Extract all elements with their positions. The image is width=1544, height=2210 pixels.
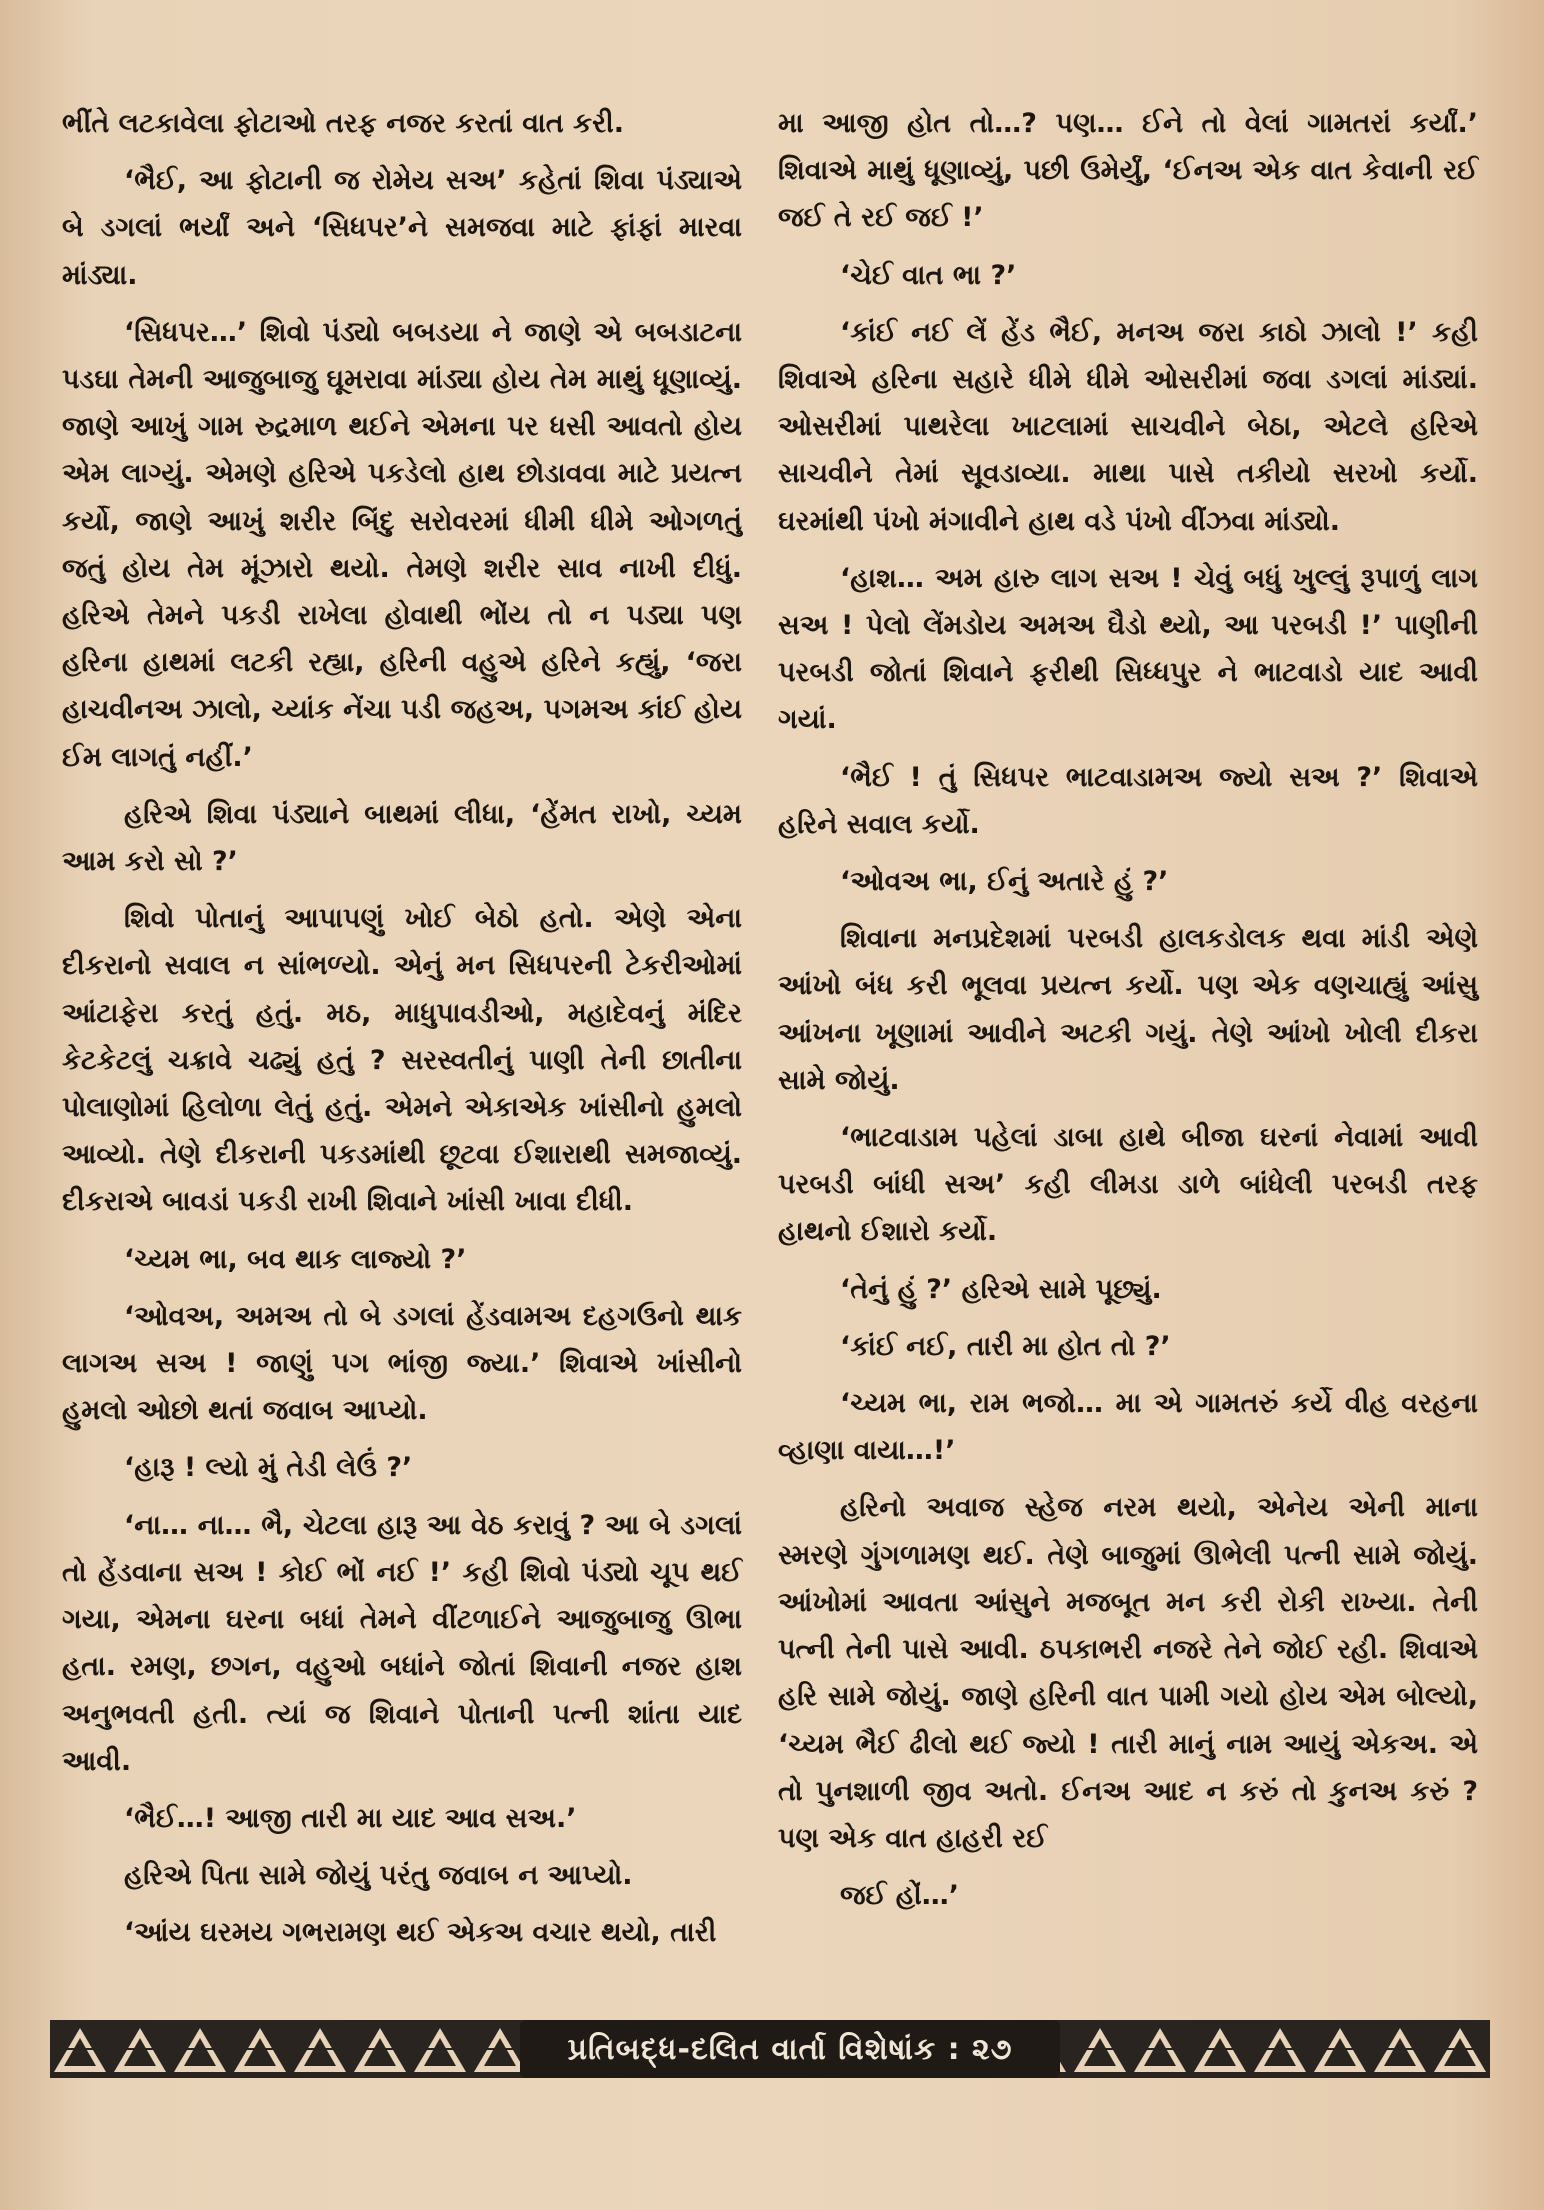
paragraph: ‘ભૈઈ, આ ફોટાની જ રોમેય સઅ’ કહેતાં શિવા પંડ્યાએ બે ડગલાં ભર્યાં અને ‘સિધપર’ને સમજવા માટે ફાંફાં મારવા માંડ્યા. — [62, 165, 742, 291]
paragraph: હરિનો અવાજ સ્હેજ નરમ થયો, એનેય એની માના સ્મરણે ગુંગળામણ થઈ. તેણે બાજુમાં ઊભેલી પત્ની સામે જોયું. આંખોમાં આવતા આંસુને મજબૂત મન કરી રોકી રાખ્યા. તેની પત્ની તેની પાસે આવી. ઠપકાભરી નજરે તેને જોઈ રહી. શિવાએ હરિ સામે જોયું. જાણે હરિની વાત પામી ગયો હોય એમ બોલ્યો, ‘ચ્યમ ભૈઈ ઢીલો થઈ જ્યો ! તારી માનું નામ આયું એકઅ. એ તો પુનશાળી જીવ અતો. ઈનઅ આદ ન કરું તો કુનઅ કરું ? પણ એક વાત હાહરી રઈ — [778, 1492, 1478, 1854]
paragraph: હરિએ શિવા પંડ્યાને બાથમાં લીધા, ‘હેંમત રાખો, ચ્યમ આમ કરો સો ?’ — [62, 798, 742, 878]
paragraph: ‘ઓવઅ ભા, ઈનું અતારે હું ?’ — [840, 866, 1169, 898]
right-text-column — [778, 100, 1478, 1929]
paragraph: ‘ભાટવાડામ પહેલાં ડાબા હાથે બીજા ઘરનાં નેવામાં આવી પરબડી બાંધી સઅ’ કહી લીમડા ડાળે બાંધેલી પરબડી તરફ હાથનો ઈશારો કર્યો. — [778, 1122, 1478, 1248]
paragraph: ભીંતે લટકાવેલા ફોટાઓ તરફ નજર કરતાં વાત કરી. — [62, 108, 625, 139]
left-text-column — [62, 100, 742, 1967]
paragraph: ‘ભૈઈ…! આજી તારી મા યાદ આવ સઅ.’ — [124, 1802, 577, 1834]
paragraph: ‘ના… ના… ભૈ, ચેટલા હારૂ આ વેઠ કરાવું ? આ બે ડગલાં તો હેંડવાના સઅ ! કોઈ ભોં નઈ !’ કહી શિવો પંડ્યો ચૂપ થઈ ગયા, એમના ઘરના બધાં તેમને વીંટળાઈને આજુબાજુ ઊભા હતા. રમણ, છગન, વહુઓ બધાંને જોતાં શિવાની નજર હાશ અનુભવતી હતી. ત્યાં જ શિવાને પોતાની પત્ની શાંતા યાદ આવી. — [62, 1509, 742, 1777]
paragraph: મા આજી હોત તો…? પણ… ઈને તો વેલાં ગામતરાં કર્યાં.’ શિવાએ માથું ધૂણાવ્યું, પછી ઉમેર્યું, ‘ઈનઅ એક વાત કેવાની રઈ જઈ તે રઈ જઈ !’ — [778, 108, 1478, 234]
paragraph: ‘કાંઈ નઈ લેં હેંડ ભૈઈ, મનઅ જરા કાઠો ઝાલો !’ કહી શિવાએ હરિના સહારે ધીમે ધીમે ઓસરીમાં જવા ડગલાં માંડ્યાં. ઓસરીમાં પાથરેલા ખાટલામાં સાચવીને બેઠા, એટલે હરિએ સાચવીને તેમાં સૂવડાવ્યા. માથા પાસે તકીયો સરખો કર્યો. ઘરમાંથી પંખો મંગાવીને હાથ વડે પંખો વીંઝવા માંડ્યો. — [778, 316, 1478, 537]
paragraph: ‘આંય ઘરમય ગભરામણ થઈ એકઅ વચાર થયો, તારી — [124, 1917, 717, 1949]
paragraph: ‘ભૈઈ ! તું સિધપર ભાટવાડામઅ જ્યો સઅ ?’ શિવાએ હરિને સવાલ કર્યો. — [778, 761, 1478, 840]
footer-banner — [50, 2020, 1490, 2078]
paragraph: શિવાના મનપ્રદેશમાં પરબડી હાલકડોલક થવા માંડી એણે આંખો બંધ કરી ભૂલવા પ્રયત્ન કર્યો. પણ એક વણચાહ્યું આંસુ આંખના ખૂણામાં આવીને અટકી ગયું. તેણે આંખો ખોલી દીકરા સામે જોયું. — [778, 923, 1478, 1096]
issue-title-page-number: પ્રતિબદ્ધ-દલિત વાર્તા વિશેષાંક : ૨૭ — [520, 2020, 1060, 2078]
paragraph: જઈ હોં…’ — [840, 1880, 959, 1912]
paragraph: ‘ચેઈ વાત ભા ?’ — [840, 259, 1017, 291]
paragraph: ‘ઓવઅ, અમઅ તો બે ડગલાં હેંડવામઅ દહગઉનો થાક લાગઅ સઅ ! જાણું પગ ભાંજી જ્યા.’ શિવાએ ખાંસીનો હુમલો ઓછો થતાં જવાબ આપ્યો. — [62, 1300, 742, 1427]
paragraph: ‘ચ્યમ ભા, બવ થાક લાજ્યો ?’ — [124, 1243, 467, 1275]
paragraph: ‘ચ્યમ ભા, રામ ભજો… મા એ ગામતરું કર્યે વીહ વરહના વ્હાણા વાયા…!’ — [778, 1388, 1478, 1467]
paragraph: હરિએ પિતા સામે જોયું પરંતુ જવાબ ન આપ્યો. — [124, 1860, 633, 1892]
paragraph: ‘હારૂ ! લ્યો મું તેડી લેઉં ?’ — [124, 1452, 413, 1484]
paragraph: શિવો પોતાનું આપાપણું ખોઈ બેઠો હતો. એણે એના દીકરાનો સવાલ ન સાંભળ્યો. એનું મન સિધપરની ટેકરીઓમાં આંટાફેરા કરતું હતું. મઠ, માધુપાવડીઓ, મહાદેવનું મંદિર કેટકેટલું ચક્રાવે ચઢ્યું હતું ? સરસ્વતીનું પાણી તેની છાતીના પોલાણોમાં હિલોળા લેતું હતું. એમને એકાએક ખાંસીનો હુમલો આવ્યો. તેણે દીકરાની પકડમાંથી છૂટવા ઈશારાથી સમજાવ્યું. દીકરાએ બાવડાં પકડી રાખી શિવાને ખાંસી ખાવા દીધી. — [62, 903, 742, 1218]
paragraph: ‘કાંઈ નઈ, તારી મા હોત તો ?’ — [840, 1330, 1171, 1362]
paragraph: ‘સિધપર…’ શિવો પંડ્યો બબડયા ને જાણે એ બબડાટના પડઘા તેમની આજુબાજુ ઘૂમરાવા માંડ્યા હોય તેમ માથું ધૂણાવ્યું. જાણે આખું ગામ રુદ્રમાળ થઈને એમના પર ધસી આવતો હોય એમ લાગ્યું. એમણે હરિએ પકડેલો હાથ છોડાવવા માટે પ્રયત્ન કર્યો, જાણે આખું શરીર બિંદુ સરોવરમાં ધીમી ધીમે ઓગળતું જતું હોય તેમ મૂંઝારો થયો. તેમણે શરીર સાવ નાખી દીધું. હરિએ તેમને પકડી રાખેલા હોવાથી ભોંય તો ન પડ્યા પણ હરિના હાથમાં લટકી રહ્યા, હરિની વહુએ હરિને કહ્યું, ‘જરા હાચવીનઅ ઝાલો, ચ્યાંક નેંચા પડી જહઅ, પગમઅ કાંઈ હોય ઈમ લાગતું નહીં.’ — [62, 316, 742, 773]
paragraph: ‘તેનું હું ?’ હરિએ સામે પૂછ્યું. — [840, 1273, 1162, 1305]
paragraph: ‘હાશ… અમ હારુ લાગ સઅ ! ચેવું બધું ખુલ્લું રૂપાળું લાગ સઅ ! પેલો લેંમડોય અમઅ ઘૈડો થ્યો, આ પરબડી !’ પાણીની પરબડી જોતાં શિવાને ફરીથી સિધ્ધપુર ને ભાટવાડો યાદ આવી ગયાં. — [778, 562, 1478, 736]
